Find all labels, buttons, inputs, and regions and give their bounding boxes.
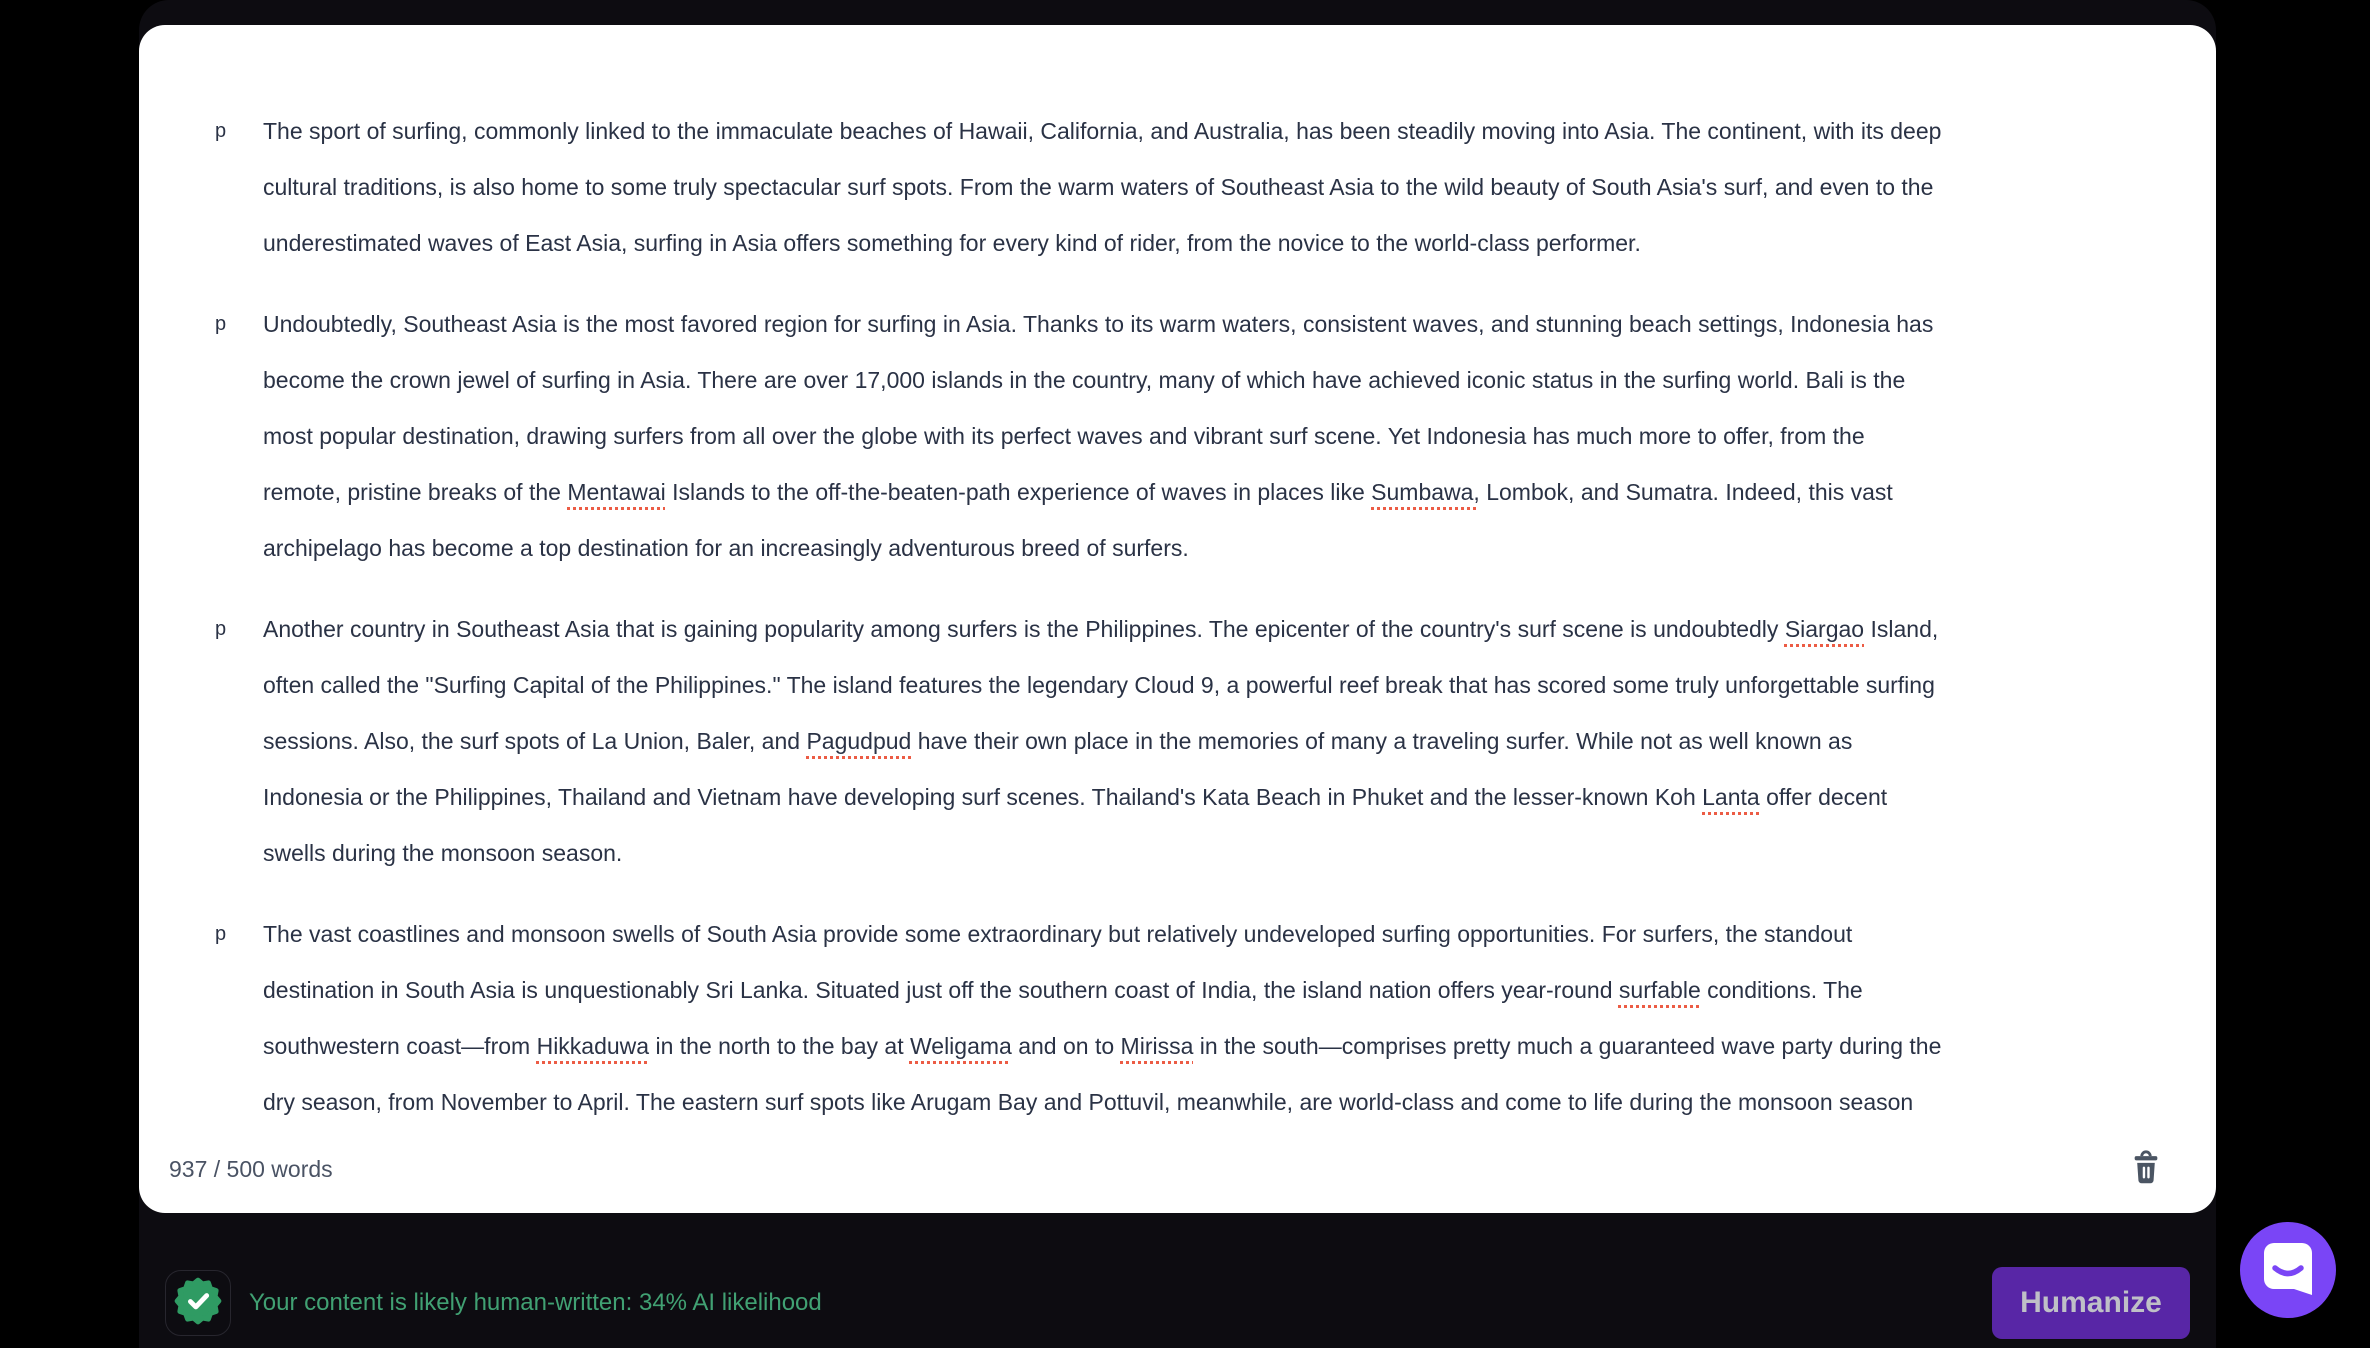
misspelled-word[interactable]: Mirissa (1120, 1033, 1194, 1059)
editor-status-row (169, 1145, 2164, 1193)
text-line[interactable]: archipelago has become a top destination for an increasingly adventurous breed of surfers. (263, 535, 1189, 561)
ai-check-badge (165, 1270, 231, 1336)
misspelled-word[interactable]: Mentawai (567, 479, 666, 505)
word-count: 937 / 500 words (169, 1155, 333, 1182)
paragraph[interactable] (215, 103, 2160, 271)
text-line[interactable]: dry season, from November to April. The eastern surf spots like Arugam Bay and Pottuvil, meanwhile, are world-class and come to life during the monsoon season (263, 1089, 1914, 1115)
paragraph-marker: p (215, 923, 227, 945)
misspelled-word[interactable]: Weligama (909, 1033, 1012, 1059)
text-line[interactable]: destination in South Asia is unquestionably Sri Lanka. Situated just off the southern coast of India, the island nation offers year-round surfable conditions. The (263, 977, 1863, 1003)
paragraph-marker: p (215, 313, 227, 335)
misspelled-word[interactable]: Sumbawa, (1371, 479, 1480, 505)
text-line[interactable]: Indonesia or the Philippines, Thailand and Vietnam have developing surf scenes. Thailand's Kata Beach in Phuket and the lesser-known Koh Lanta offer decent (263, 784, 1888, 810)
clear-text-button[interactable] (2128, 1149, 2164, 1189)
paragraph[interactable] (215, 906, 2160, 1117)
paragraph[interactable] (215, 601, 2160, 881)
text-line[interactable]: underestimated waves of East Asia, surfing in Asia offers something for every kind of rider, from the novice to the world-class performer. (263, 230, 1641, 256)
text-line[interactable]: often called the "Surfing Capital of the Philippines." The island features the legendary Cloud 9, a powerful reef break that has scored some truly unforgettable surfing (263, 672, 1935, 698)
text-line[interactable]: The sport of surfing, commonly linked to the immaculate beaches of Hawaii, California, and Australia, has been steadily moving into Asia. The continent, with its deep (263, 118, 1942, 144)
misspelled-word[interactable]: Pottuvil, (1088, 1089, 1171, 1115)
paragraph[interactable] (215, 296, 2160, 576)
chat-widget-button[interactable] (2240, 1222, 2336, 1318)
misspelled-word[interactable]: Lanta (1702, 784, 1760, 810)
misspelled-word[interactable]: Siargao (1784, 616, 1865, 642)
paragraph-marker: p (215, 618, 227, 640)
app-window (139, 0, 2216, 1348)
text-line[interactable]: Undoubtedly, Southeast Asia is the most favored region for surfing in Asia. Thanks to its warm waters, consistent waves, and stunning beach settings, Indonesia has (263, 311, 1934, 337)
text-line[interactable]: Another country in Southeast Asia that is gaining popularity among surfers is the Philippines. The epicenter of the country's surf scene is undoubtedly Siargao Island, (263, 616, 1939, 642)
humanize-button[interactable]: Humanize (1992, 1267, 2190, 1339)
misspelled-word[interactable]: surfable (1618, 977, 1701, 1003)
text-line[interactable]: southwestern coast—from Hikkaduwa in the north to the bay at Weligama and on to Mirissa in the south—comprises pretty much a guaranteed wave party during the (263, 1033, 1942, 1059)
misspelled-word[interactable]: Hikkaduwa (536, 1033, 650, 1059)
ai-detection-bar (165, 1266, 2190, 1340)
misspelled-word[interactable]: Arugam (910, 1089, 992, 1115)
text-line[interactable]: swells during the monsoon season. (263, 840, 623, 866)
check-seal-icon (172, 1275, 224, 1332)
text-line[interactable]: become the crown jewel of surfing in Asia. There are over 17,000 islands in the country, many of which have achieved iconic status in the surfing world. Bali is the (263, 367, 1906, 393)
chat-bubble-icon (2240, 1221, 2336, 1320)
text-line[interactable]: remote, pristine breaks of the Mentawai Islands to the off-the-beaten-path experience of waves in places like Sumbawa, Lombok, and Sumatra. Indeed, this vast (263, 479, 1893, 505)
text-line[interactable]: sessions. Also, the surf spots of La Union, Baler, and Pagudpud have their own place in the memories of many a traveling surfer. While not as well known as (263, 728, 1853, 754)
text-editor[interactable] (139, 25, 2216, 1117)
text-line[interactable]: cultural traditions, is also home to some truly spectacular surf spots. From the warm waters of Southeast Asia to the wild beauty of South Asia's surf, and even to the (263, 174, 1934, 200)
paragraph-marker: p (215, 120, 227, 142)
text-line[interactable]: most popular destination, drawing surfers from all over the globe with its perfect waves and vibrant surf scene. Yet Indonesia has much more to offer, from the (263, 423, 1865, 449)
editor-card (139, 25, 2216, 1213)
trash-icon (2129, 1149, 2163, 1190)
text-line[interactable]: The vast coastlines and monsoon swells of South Asia provide some extraordinary but relatively undeveloped surfing opportunities. For surfers, the standout (263, 921, 1853, 947)
ai-result-text: Your content is likely human-written: 34% AI likelihood (249, 1289, 822, 1316)
misspelled-word[interactable]: Pagudpud (806, 728, 912, 754)
